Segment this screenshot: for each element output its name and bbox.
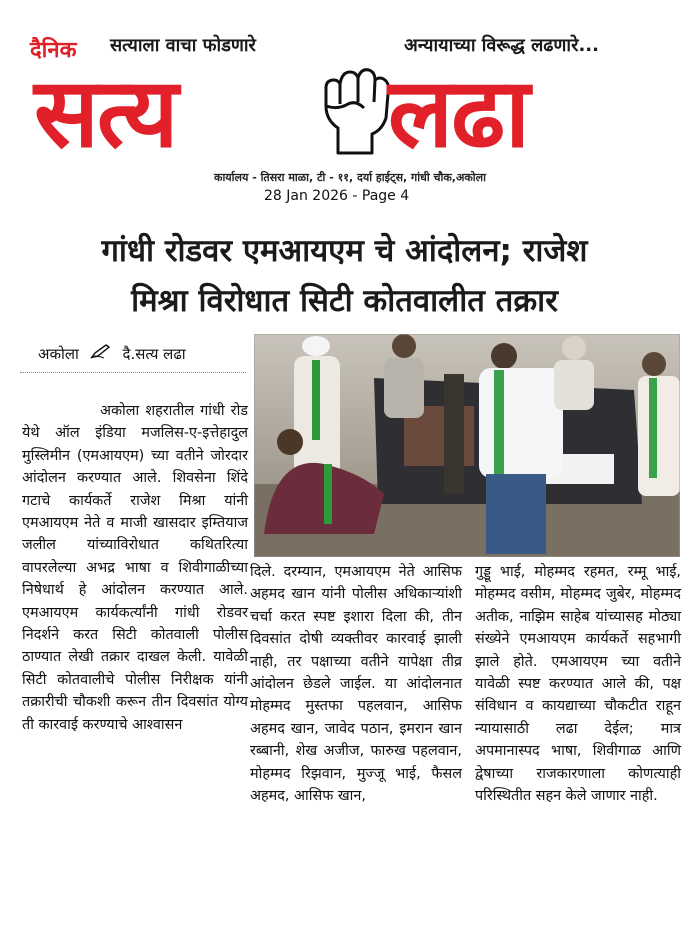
- logo-word-right: लढा: [388, 57, 528, 169]
- masthead-dainik: दैनिक: [30, 38, 77, 63]
- article-column-2: दिले. दरम्यान, एमआयएम नेते आसिफ अहमद खान यांनी पोलीस अधिकाऱ्यांशी चर्चा करत स्पष्ट इशारा दिला की, तीन दिवसांत दोषी व्यक्तीवर कारवाई झाली नाही, तर पक्षाच्या वतीने यापेक्षा तीव्र आंदोलन छेडले जाईल. या आंदोलनात मोहम्मद मुस्तफा पहलवान, आसिफ अहमद खान, जावेद पठान, इमरान खान रब्बानी, शेख अजीज, फारुख पहलवान, मोहम्मद रिझवान, मुज्जू भाई, फैसल अहमद, आसिफ खान,: [250, 564, 462, 805]
- office-address: कार्यालय - तिसरा माळा, टी - ११, दर्या हाईट्स, गांधी चौक,अकोला: [214, 171, 486, 184]
- headline-line-1: गांधी रोडवर एमआयएम चे आंदोलन; राजेश: [101, 233, 588, 269]
- masthead: [0, 0, 689, 210]
- date-page-line: 28 Jan 2026 - Page 4: [264, 188, 410, 204]
- byline-divider: [20, 372, 246, 373]
- article-headline: [16, 226, 673, 326]
- byline: [38, 343, 186, 364]
- article-column-1: [22, 400, 248, 736]
- tagline-right: अन्यायाच्या विरूद्ध लढणारे...: [404, 35, 599, 56]
- headline-line-2: मिश्रा विरोधात सिटी कोतवालीत तक्रार: [131, 283, 558, 319]
- pen-icon: [90, 343, 112, 363]
- protest-photo: [254, 334, 680, 557]
- logo-word-left: सत्य: [34, 57, 177, 169]
- tagline-left: सत्याला वाचा फोडणारे: [110, 35, 256, 56]
- article-column-1-text: अकोला शहरातील गांधी रोड येथे ऑल इंडिया मजलिस-ए-इत्तेहादुल मुस्लिमीन (एमआयएम) च्या वतीने जोरदार आंदोलन करण्यात आले. शिवसेना शिंदे गटाचे कार्यकर्ते राजेश मिश्रा यांनी एमआयएम नेते व माजी खासदार इम्तियाज जलील यांच्याविरोधात कथितरित्या वापरलेल्या अभद्र भाषा व शिवीगाळीच्या निषेधार्थ हे आंदोलन करण्यात आले. एमआयएम कार्यकर्त्यांनी गांधी रोडवर निदर्शने करत सिटी कोतवाली पोलीस ठाण्यात लेखी तक्रार दाखल केली. यावेळी सिटी कोतवालीचे पोलीस निरीक्षक यांनी तक्रारीची चौकशी करून तीन दिवसांत योग्य ती कारवाई करण्याचे आश्वासन: [22, 403, 248, 733]
- byline-place: अकोला: [38, 345, 79, 363]
- newspaper-logo: [28, 58, 673, 168]
- raised-fist-icon: [308, 58, 398, 158]
- byline-source: दै.सत्य लढा: [122, 345, 186, 363]
- article-column-3: गुड्डू भाई, मोहम्मद रहमत, रम्मू भाई, मोहम्मद वसीम, मोहम्मद जुबेर, मोहम्मद अतीक, नाझिम साहेब यांच्यासह मोठ्या संख्येने एमआयएम कार्यकर्ते सहभागी झाले होते. एमआयएम च्या वतीने यावेळी स्पष्ट करण्यात आले की, पक्ष संविधान व कायद्याच्या चौकटीत राहून न्यायासाठी लढा देईल; मात्र अपमानास्पद भाषा, शिवीगाळ आणि द्वेषाच्या राजकारणाला कोणत्याही परिस्थितीत सहन केले जाणार नाही.: [475, 564, 681, 805]
